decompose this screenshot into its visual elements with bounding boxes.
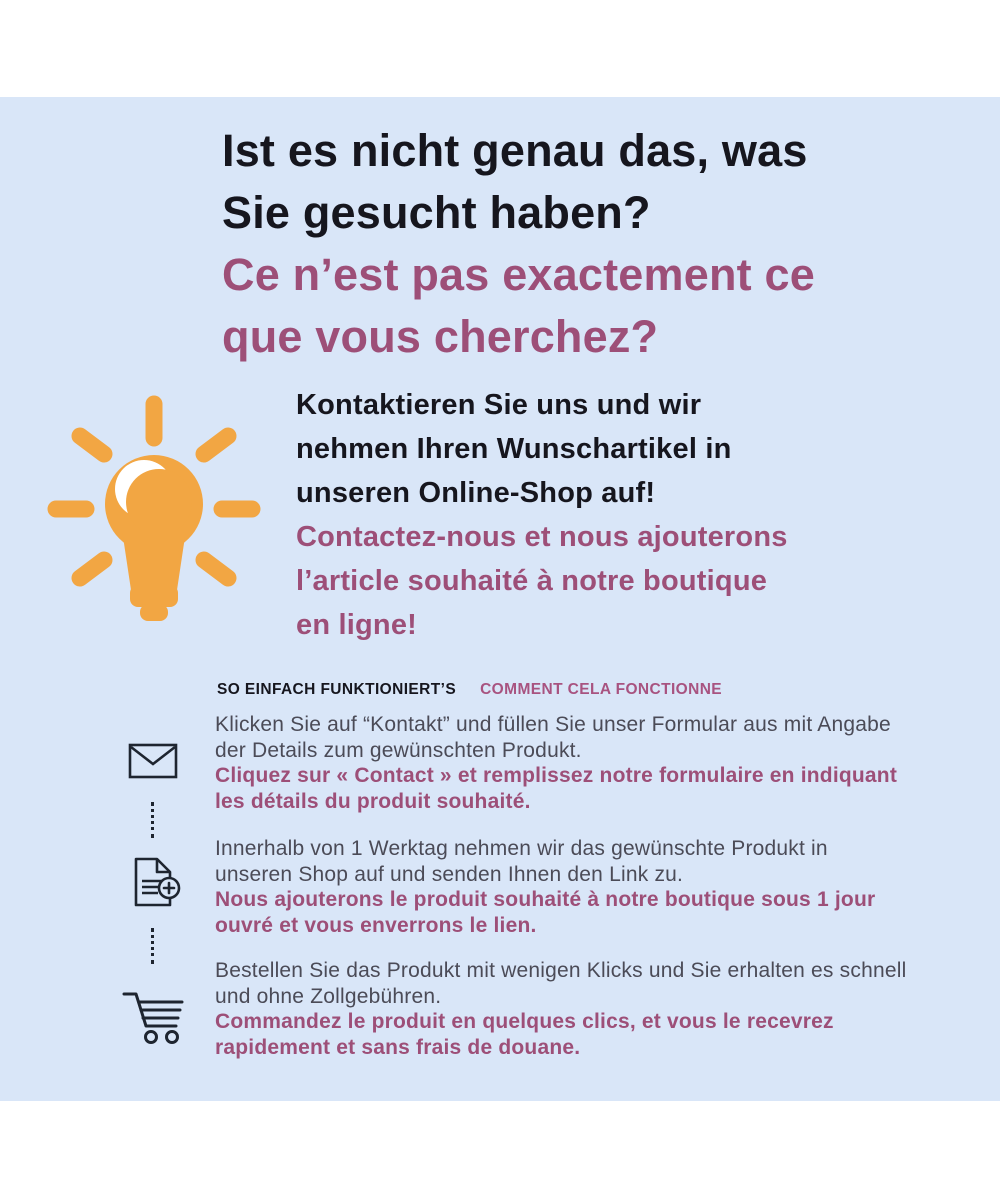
headline xyxy=(222,120,815,368)
step-3-de-line2: und ohne Zollgebühren. xyxy=(215,984,442,1008)
intro-fr-line1: Contactez-nous et nous ajouterons xyxy=(296,521,788,553)
intro-paragraph xyxy=(296,383,788,647)
headline-de-line2: Sie gesucht haben? xyxy=(222,187,651,238)
intro-fr-line3: en ligne! xyxy=(296,609,418,641)
step-3-de-line1: Bestellen Sie das Produkt mit wenigen Klicks und Sie erhalten es schnell xyxy=(215,959,907,982)
dotted-connector-2 xyxy=(151,928,154,964)
headline-de-line1: Ist es nicht genau das, was xyxy=(222,125,808,176)
step-1-de-line2: der Details zum gewünschten Produkt. xyxy=(215,738,582,762)
intro-de-line3: unseren Online-Shop auf! xyxy=(296,477,656,509)
cart-icon xyxy=(118,986,190,1046)
envelope-icon xyxy=(128,742,178,780)
intro-de-line2: nehmen Ihren Wunschartikel in xyxy=(296,433,732,465)
step-1-de-line1: Klicken Sie auf “Kontakt” und füllen Sie unser Formular aus mit Angabe xyxy=(215,713,891,736)
headline-fr-line2: que vous cherchez? xyxy=(222,311,659,362)
step-1 xyxy=(215,712,897,814)
how-it-works-label-fr: COMMENT CELA FONCTIONNE xyxy=(480,681,723,698)
how-it-works-label-de: SO EINFACH FUNKTIONIERT’S xyxy=(217,681,457,698)
step-2 xyxy=(215,836,875,938)
step-2-de-line1: Innerhalb von 1 Werktag nehmen wir das gewünschte Produkt in xyxy=(215,837,828,860)
document-add-icon xyxy=(126,857,182,909)
step-2-fr-line1: Nous ajouterons le produit souhaité à notre boutique sous 1 jour xyxy=(215,888,876,912)
step-1-fr-line1: Cliquez sur « Contact » et remplissez notre formulaire en indiquant xyxy=(215,764,898,788)
step-2-de-line2: unseren Shop auf und senden Ihnen den Link zu. xyxy=(215,862,684,886)
intro-de-line1: Kontaktieren Sie uns und wir xyxy=(296,389,702,421)
how-it-works-header xyxy=(217,680,722,700)
dotted-connector-1 xyxy=(151,802,154,838)
step-2-fr-line2: ouvré et vous enverrons le lien. xyxy=(215,913,537,937)
lightbulb-icon xyxy=(40,392,268,628)
headline-fr-line1: Ce n’est pas exactement ce xyxy=(222,249,815,300)
intro-fr-line2: l’article souhaité à notre boutique xyxy=(296,565,768,597)
step-3-fr-line2: rapidement et sans frais de douane. xyxy=(215,1035,581,1059)
step-3 xyxy=(215,958,906,1060)
step-1-fr-line2: les détails du produit souhaité. xyxy=(215,789,531,813)
step-3-fr-line1: Commandez le produit en quelques clics, et vous le recevrez xyxy=(215,1010,834,1034)
